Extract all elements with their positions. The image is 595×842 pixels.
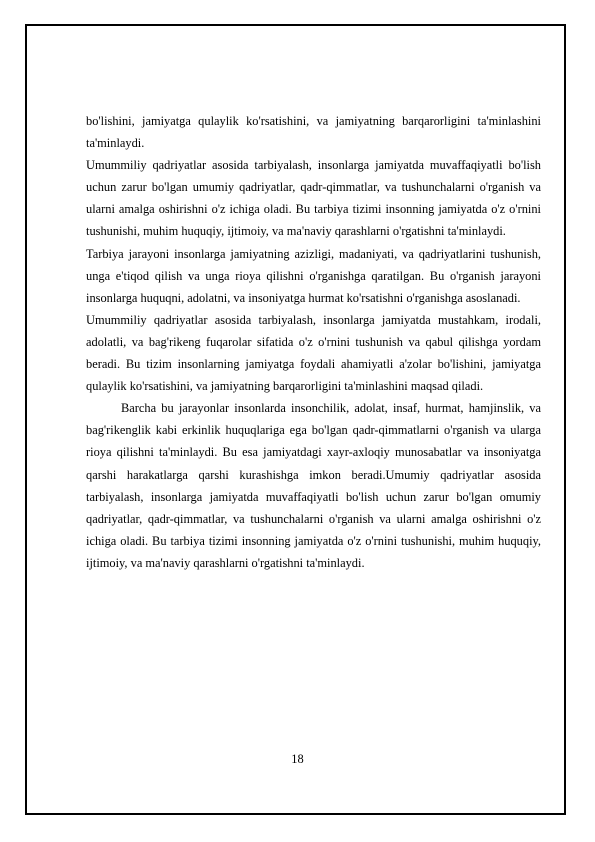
- paragraph-5: Barcha bu jarayonlar insonlarda insonchilik, adolat, insaf, hurmat, hamjinslik, va bag'rikenglik kabi erkinlik huquqlariga ega bo'lgan qadr-qimmatlarni o'rganish va ularga rioya qilishni ta'minlaydi. Bu esa jamiyatdagi xayr-axloqiy munosabatlar va insoniyatga qarshi harakatlarga qarshi kurashishga imkon beradi.Umumiy qadriyatlar asosida tarbiyalash, insonlarga jamiyatda muvaffaqiyatli bo'lish uchun zarur bo'lgan omumiy qadriyatlar, qadr-qimmatlar, va tushunchalarni o'rganish va ularni amalga oshirishni o'z ichiga oladi. Bu tarbiya tizimi insonning jamiyatda o'z o'rnini tushunishi, muhim huquqiy, ijtimoiy, va ma'naviy qarashlarni o'rgatishni ta'minlaydi.: [86, 401, 541, 570]
- paragraph-2: Umummiliy qadriyatlar asosida tarbiyalash, insonlarga jamiyatda muvaffaqiyatli bo'lish uchun zarur bo'lgan umumiy qadriyatlar, qadr-qimmatlar, va tushunchalarni o'rganish va ularni amalga oshirishni o'z ichiga oladi. Bu tarbiya tizimi insonning jamiyatda o'z o'rnini tushunishi, muhim huquqiy, ijtimoiy, va ma'naviy qarashlarni o'rgatishni ta'minlaydi.: [86, 158, 541, 239]
- page-number: 18: [291, 752, 304, 766]
- paragraph-1: bo'lishini, jamiyatga qulaylik ko'rsatishini, va jamiyatning barqarorligini ta'minlashini ta'minlaydi.: [86, 114, 541, 151]
- document-body: [86, 110, 541, 574]
- paragraph-3: Tarbiya jarayoni insonlarga jamiyatning azizligi, madaniyati, va qadriyatlarini tushunish, unga e'tiqod qilish va unga rioya qilishni o'rganishga qaratilgan. Bu o'rganish jarayoni insonlarga huquqni, adolatni, va insoniyatga hurmat ko'rsatishni o'rganishga asoslanadi.: [86, 246, 541, 305]
- paragraph-4: Umummiliy qadriyatlar asosida tarbiyalash, insonlarga jamiyatda mustahkam, irodali, adolatli, va bag'rikeng fuqarolar sifatida o'z o'rnini tushunish va qabul qilishga yordam beradi. Bu tizim insonlarning jamiyatga foydali ahamiyatli a'zolar bo'lishini, jamiyatga qulaylik ko'rsatishini, va jamiyatning barqarorligini ta'minlashini maqsad qiladi.: [86, 312, 541, 394]
